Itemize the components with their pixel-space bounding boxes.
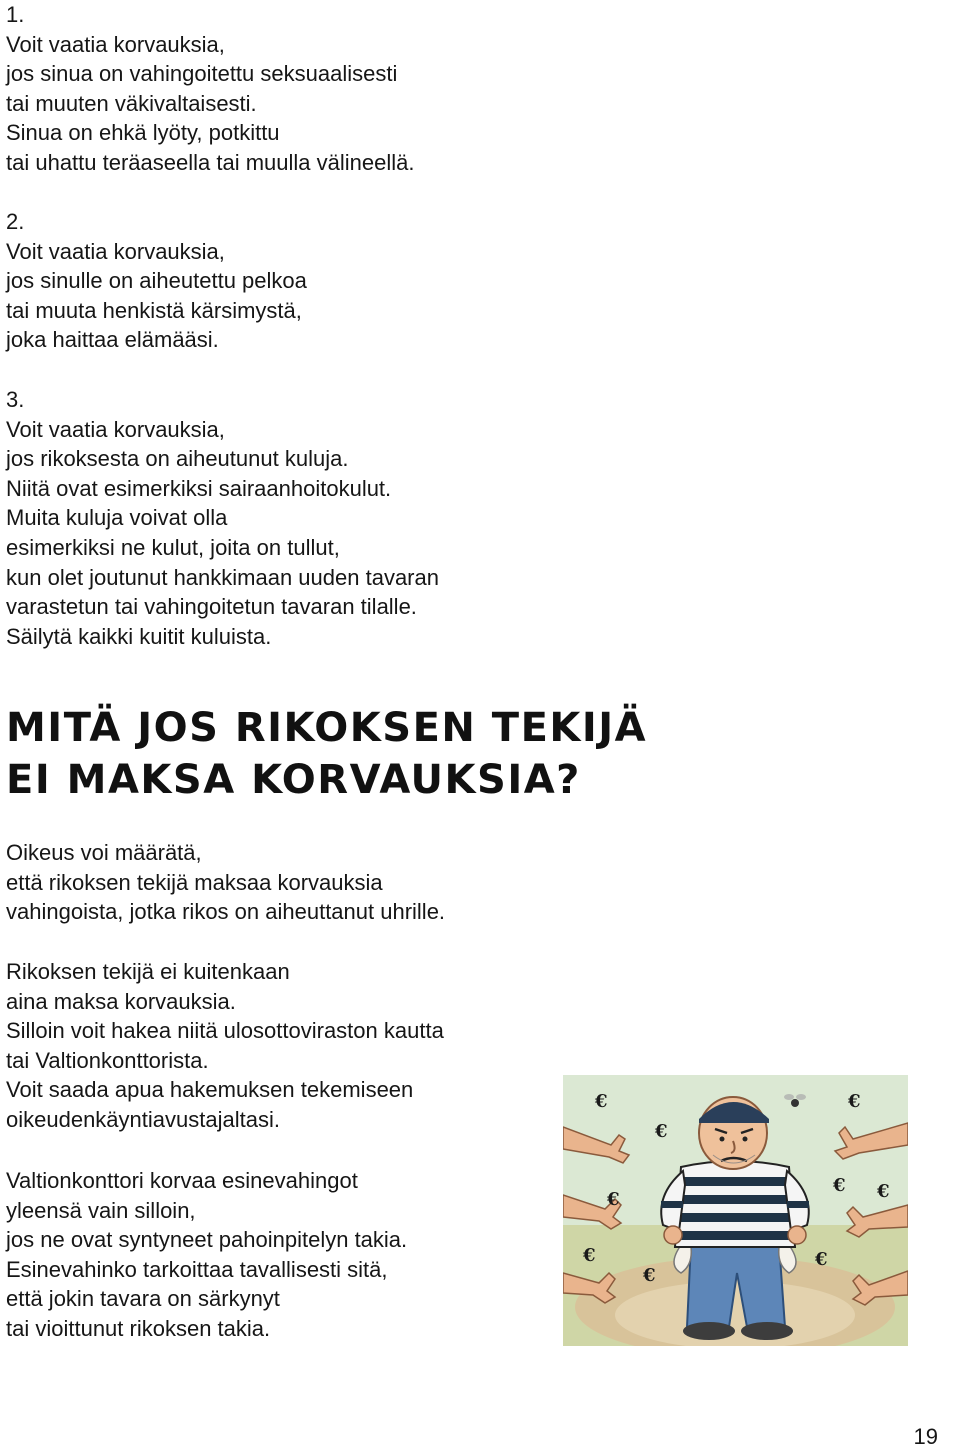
text-line: jos rikoksesta on aiheutunut kuluja. bbox=[6, 446, 349, 472]
text-line: Rikoksen tekijä ei kuitenkaan bbox=[6, 959, 290, 984]
text-line: Voit vaatia korvauksia, bbox=[6, 31, 225, 57]
text-line: Voit saada apua hakemuksen tekemiseen bbox=[6, 1077, 414, 1103]
text-line: Esinevahinko tarkoittaa tavallisesti sitä, bbox=[6, 1256, 388, 1282]
paragraph-1 bbox=[6, 838, 445, 927]
euro-icon: € bbox=[655, 1121, 668, 1142]
text-line: tai muuta henkistä kärsimystä, bbox=[6, 297, 302, 323]
text-line: tai vioittunut rikoksen takia. bbox=[6, 1315, 271, 1341]
text-line: Voit vaatia korvauksia, bbox=[6, 416, 225, 442]
section-2 bbox=[6, 207, 307, 355]
text-line: jos sinulle on aiheutettu pelkoa bbox=[6, 268, 307, 294]
text-line: Säilytä kaikki kuitit kuluista. bbox=[6, 623, 272, 649]
illustration-broke-man bbox=[563, 1075, 908, 1346]
euro-icon: € bbox=[815, 1249, 828, 1270]
text-line: Muita kuluja voivat olla bbox=[6, 505, 228, 531]
section-number: 3. bbox=[6, 387, 25, 412]
text-line: tai muuten väkivaltaisesti. bbox=[6, 90, 257, 116]
text-line: jos ne ovat syntyneet pahoinpitelyn takia. bbox=[6, 1227, 408, 1253]
euro-icon: € bbox=[595, 1091, 608, 1112]
text-line: Valtionkonttori korvaa esinevahingot bbox=[6, 1168, 358, 1193]
text-line: että rikoksen tekijä maksaa korvauksia bbox=[6, 869, 383, 895]
text-line: että jokin tavara on särkynyt bbox=[6, 1286, 280, 1312]
section-number: 1. bbox=[6, 2, 25, 27]
text-line: joka haittaa elämääsi. bbox=[6, 327, 219, 353]
euro-icon: € bbox=[643, 1265, 656, 1286]
page-number: 19 bbox=[913, 1424, 938, 1449]
text-line: tai uhattu teräaseella tai muulla välineellä. bbox=[6, 149, 415, 175]
text-line: varastetun tai vahingoitetun tavaran tilalle. bbox=[6, 594, 417, 620]
section-number: 2. bbox=[6, 209, 25, 234]
euro-icon: € bbox=[848, 1091, 861, 1112]
text-line: Voit vaatia korvauksia, bbox=[6, 238, 225, 264]
text-line: kun olet joutunut hankkimaan uuden tavaran bbox=[6, 564, 439, 590]
section-3 bbox=[6, 385, 439, 651]
text-line: yleensä vain silloin, bbox=[6, 1197, 196, 1223]
text-line: vahingoista, jotka rikos on aiheuttanut uhrille. bbox=[6, 899, 446, 925]
text-line: jos sinua on vahingoitettu seksuaalisesti bbox=[6, 61, 398, 87]
heading-line-1: MITÄ JOS RIKOKSEN TEKIJÄ bbox=[6, 705, 648, 751]
section-heading bbox=[6, 702, 647, 806]
text-line: Niitä ovat esimerkiksi sairaanhoitokulut. bbox=[6, 475, 392, 501]
text-line: aina maksa korvauksia. bbox=[6, 988, 236, 1014]
text-line: Oikeus voi määrätä, bbox=[6, 840, 202, 865]
text-line: Sinua on ehkä lyöty, potkittu bbox=[6, 120, 280, 146]
euro-icon: € bbox=[583, 1245, 596, 1266]
euro-icon: € bbox=[607, 1189, 620, 1210]
text-line: esimerkiksi ne kulut, joita on tullut, bbox=[6, 534, 340, 560]
euro-icon: € bbox=[877, 1181, 890, 1202]
text-line: oikeudenkäyntiavustajaltasi. bbox=[6, 1106, 280, 1132]
paragraph-3 bbox=[6, 1166, 407, 1344]
heading-line-2: EI MAKSA KORVAUKSIA? bbox=[6, 757, 581, 803]
text-line: Silloin voit hakea niitä ulosottoviraston kautta bbox=[6, 1018, 444, 1044]
paragraph-2 bbox=[6, 957, 444, 1135]
euro-icon: € bbox=[833, 1175, 846, 1196]
text-line: tai Valtionkonttorista. bbox=[6, 1047, 209, 1073]
section-1 bbox=[6, 0, 414, 178]
